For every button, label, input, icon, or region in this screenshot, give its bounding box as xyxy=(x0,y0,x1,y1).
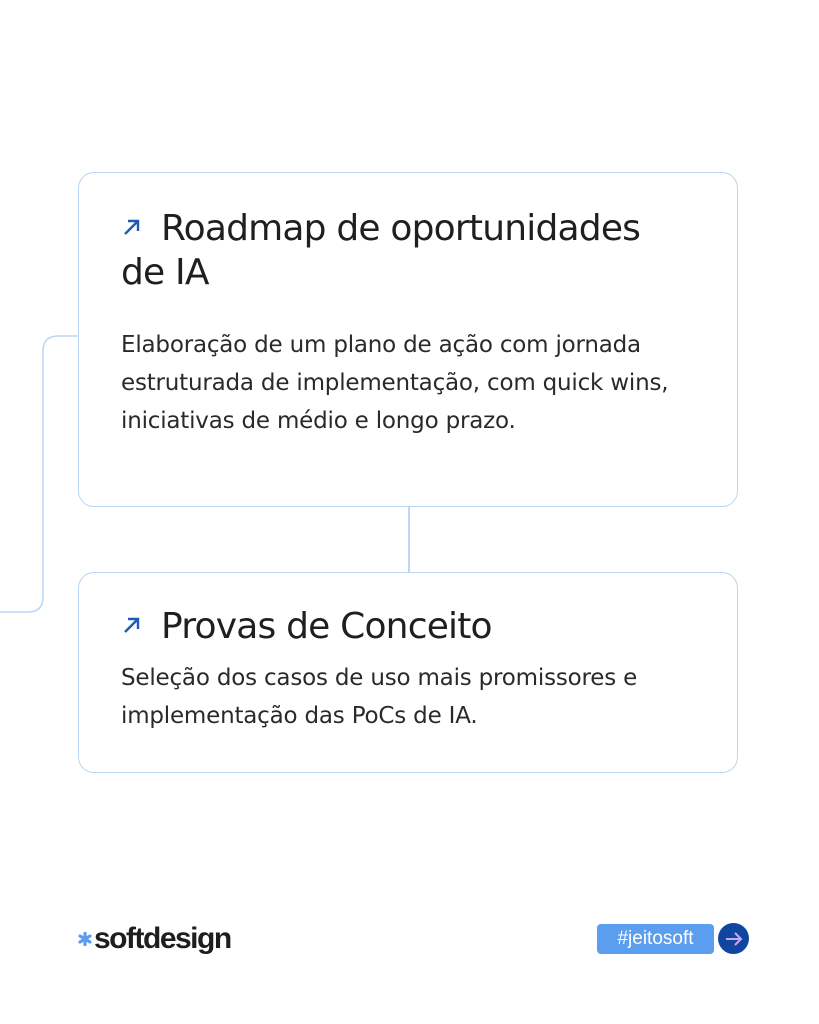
softdesign-logo xyxy=(78,922,231,956)
arrow-up-right-icon xyxy=(121,216,143,238)
next-button[interactable] xyxy=(718,923,749,954)
card-description: Elaboração de um plano de ação com jornada estruturada de implementação, com quick wins, iniciativas de médio e longo prazo. xyxy=(121,332,669,434)
arrow-right-icon xyxy=(725,932,743,946)
arrow-up-right-icon xyxy=(121,614,143,636)
card-title-text: Roadmap de oportunidades de IA xyxy=(121,208,641,293)
card-description: Seleção dos casos de uso mais promissores e implementação das PoCs de IA. xyxy=(121,665,638,729)
asterisk-icon xyxy=(78,932,92,946)
bracket-line xyxy=(0,335,80,614)
card-title xyxy=(121,605,492,649)
hashtag-badge: #jeitosoft xyxy=(597,924,714,954)
card-connector-line xyxy=(408,506,410,572)
card-provas-de-conceito xyxy=(78,572,738,773)
card-title-text: Provas de Conceito xyxy=(161,606,492,647)
card-title xyxy=(121,207,681,295)
card-roadmap xyxy=(78,172,738,507)
logo-text: softdesign xyxy=(94,922,231,955)
